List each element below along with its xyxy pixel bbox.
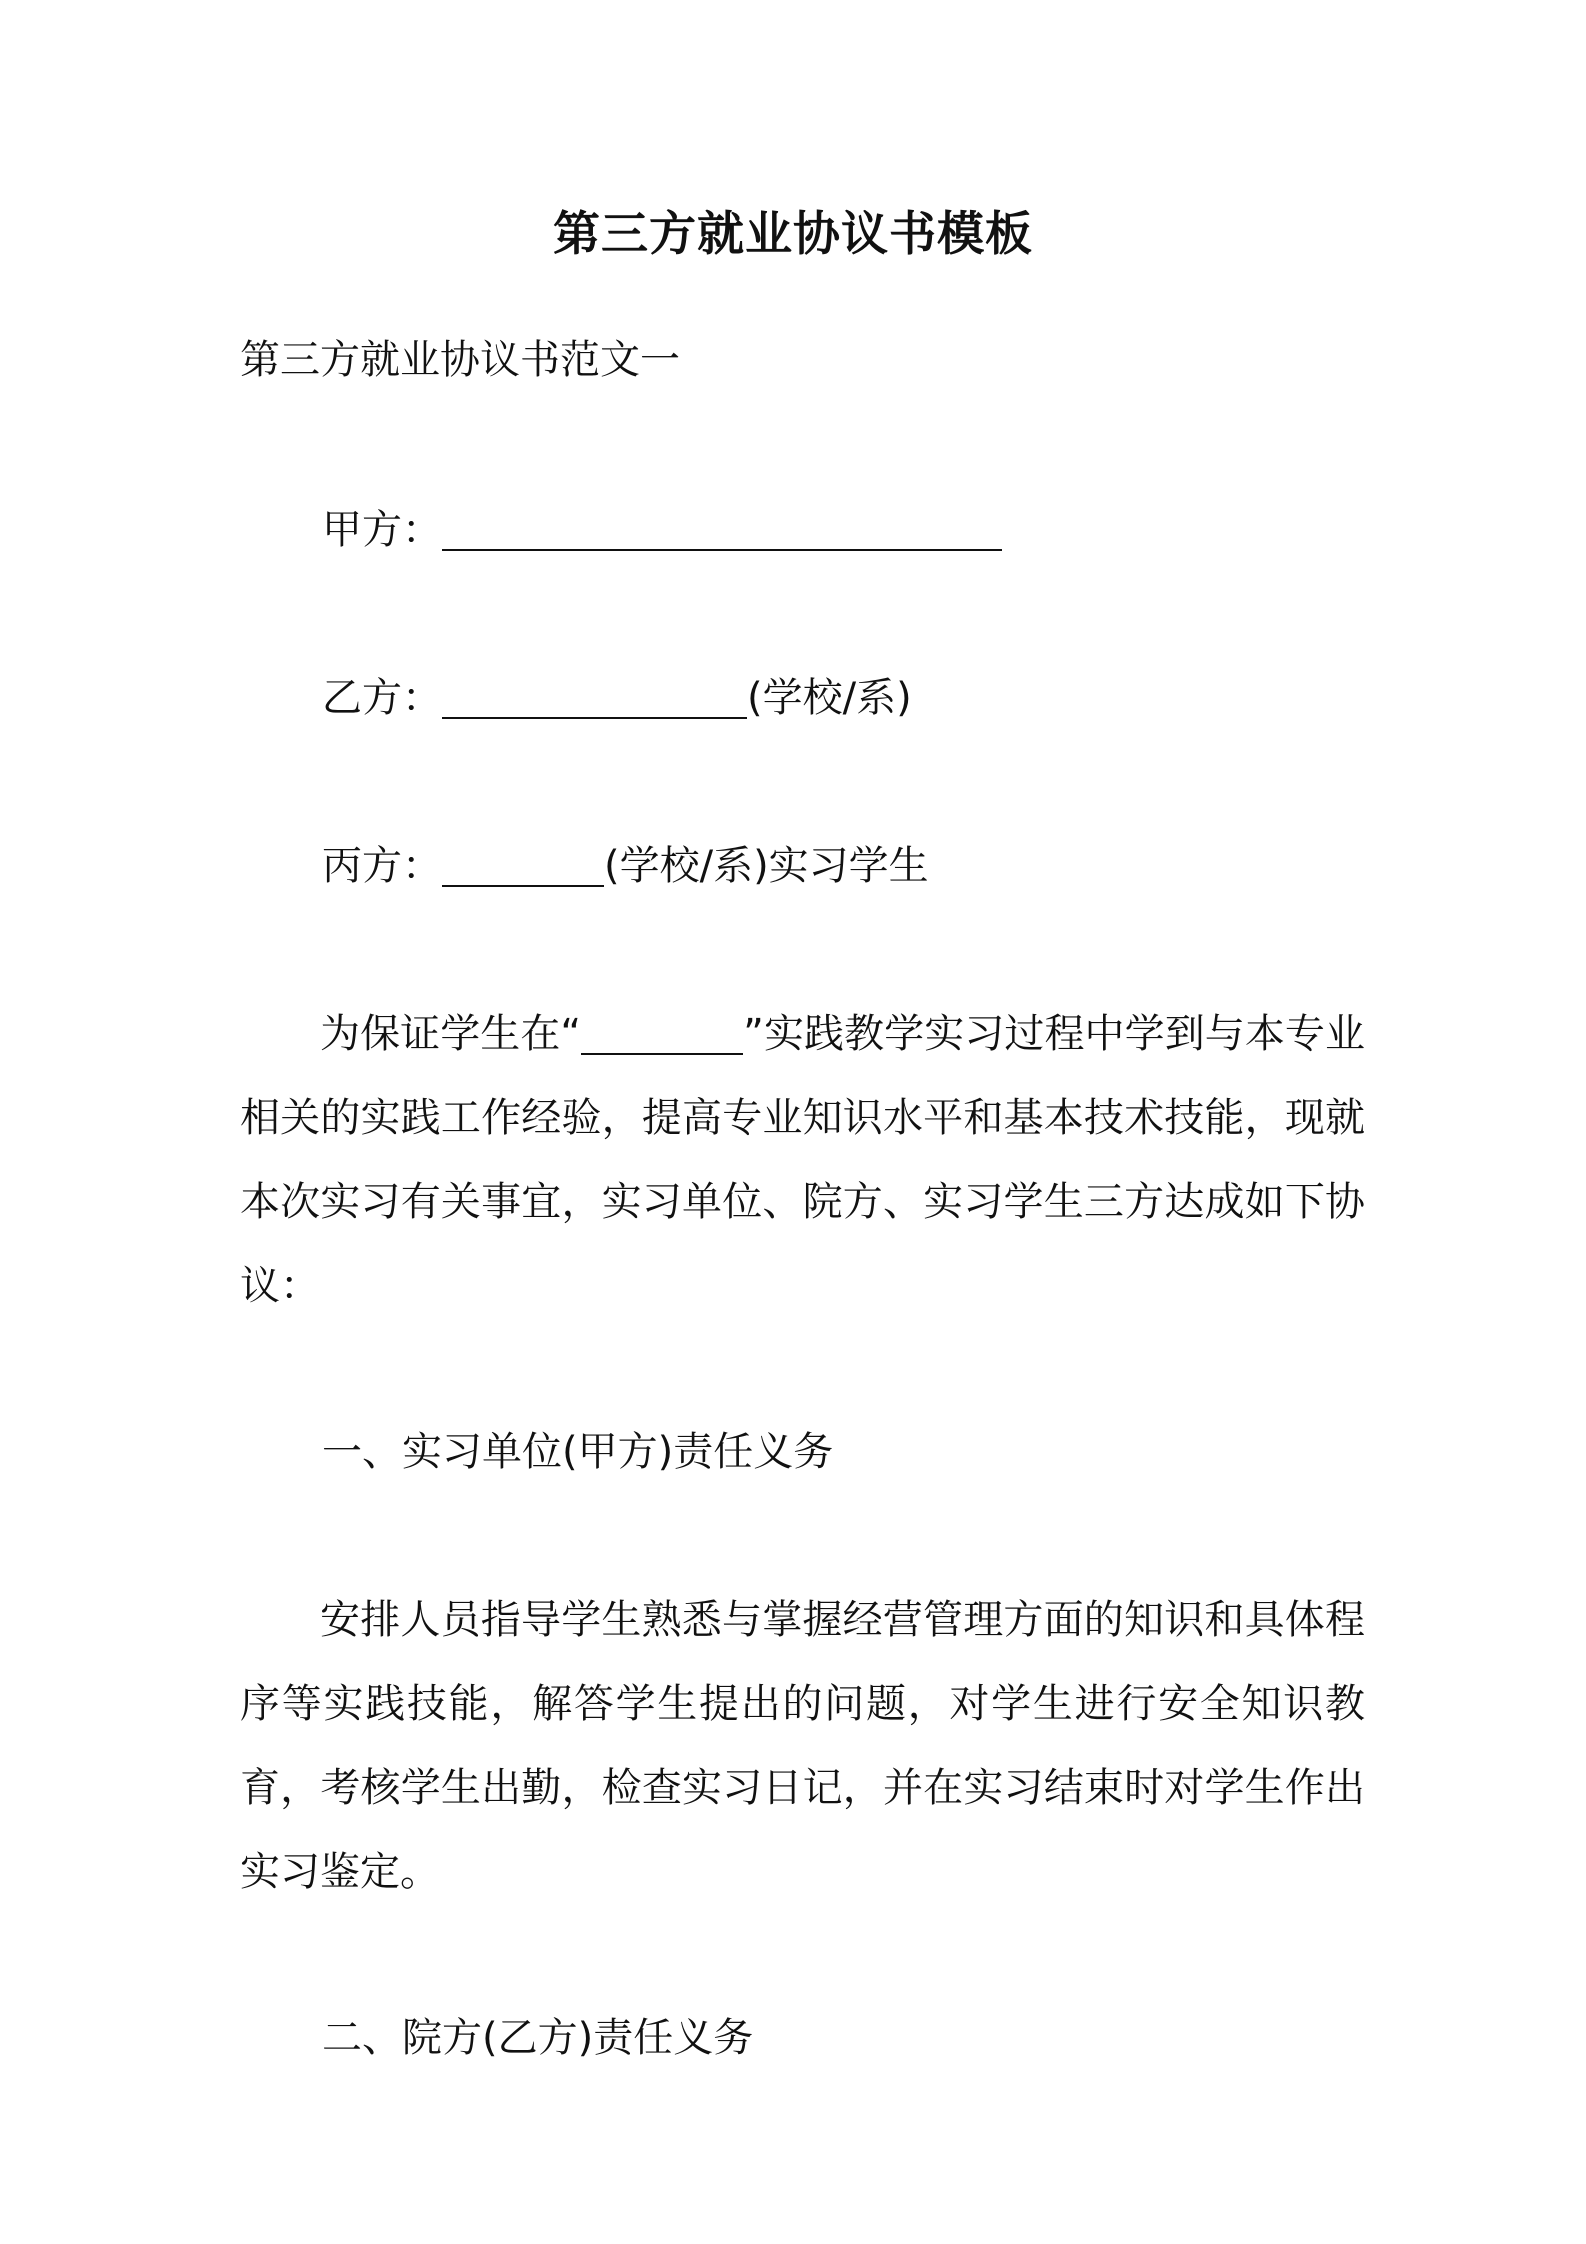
party-b-line (322, 670, 912, 726)
section-1-body: 安排人员指导学生熟悉与掌握经营管理方面的知识和具体程序等实践技能，解答学生提出的问题，对学生进行安全知识教育，考核学生出勤，检查实习日记，并在实习结束时对学生作出实习鉴定。 (240, 1597, 1365, 1895)
party-c-suffix: (学校/系)实习学生 (604, 843, 929, 889)
intro-after: ”实践教学实习过程中学到与本专业相关的实践工作经验，提高专业知识水平和基本技术技能，现就本次实习有关事宜，实习单位、院方、实习学生三方达成如下协议： (240, 1011, 1365, 1309)
intro-blank (581, 1009, 743, 1055)
party-a-line (322, 502, 1002, 558)
party-b-blank (442, 673, 747, 719)
party-c-blank (442, 841, 604, 887)
party-b-suffix: (学校/系) (747, 675, 912, 721)
intro-paragraph (240, 992, 1365, 1328)
party-b-label: 乙方： (322, 675, 442, 721)
party-c-line (322, 838, 929, 894)
document-subtitle: 第三方就业协议书范文一 (240, 337, 680, 383)
section-1-heading: 一、实习单位(甲方)责任义务 (322, 1429, 834, 1475)
party-a-label: 甲方： (322, 507, 442, 553)
party-c-label: 丙方： (322, 843, 442, 889)
document-title: 第三方就业协议书模板 (553, 207, 1033, 262)
intro-before: 为保证学生在“ (320, 1011, 582, 1057)
party-a-blank (442, 505, 1002, 551)
section-2-heading: 二、院方(乙方)责任义务 (322, 2015, 754, 2061)
